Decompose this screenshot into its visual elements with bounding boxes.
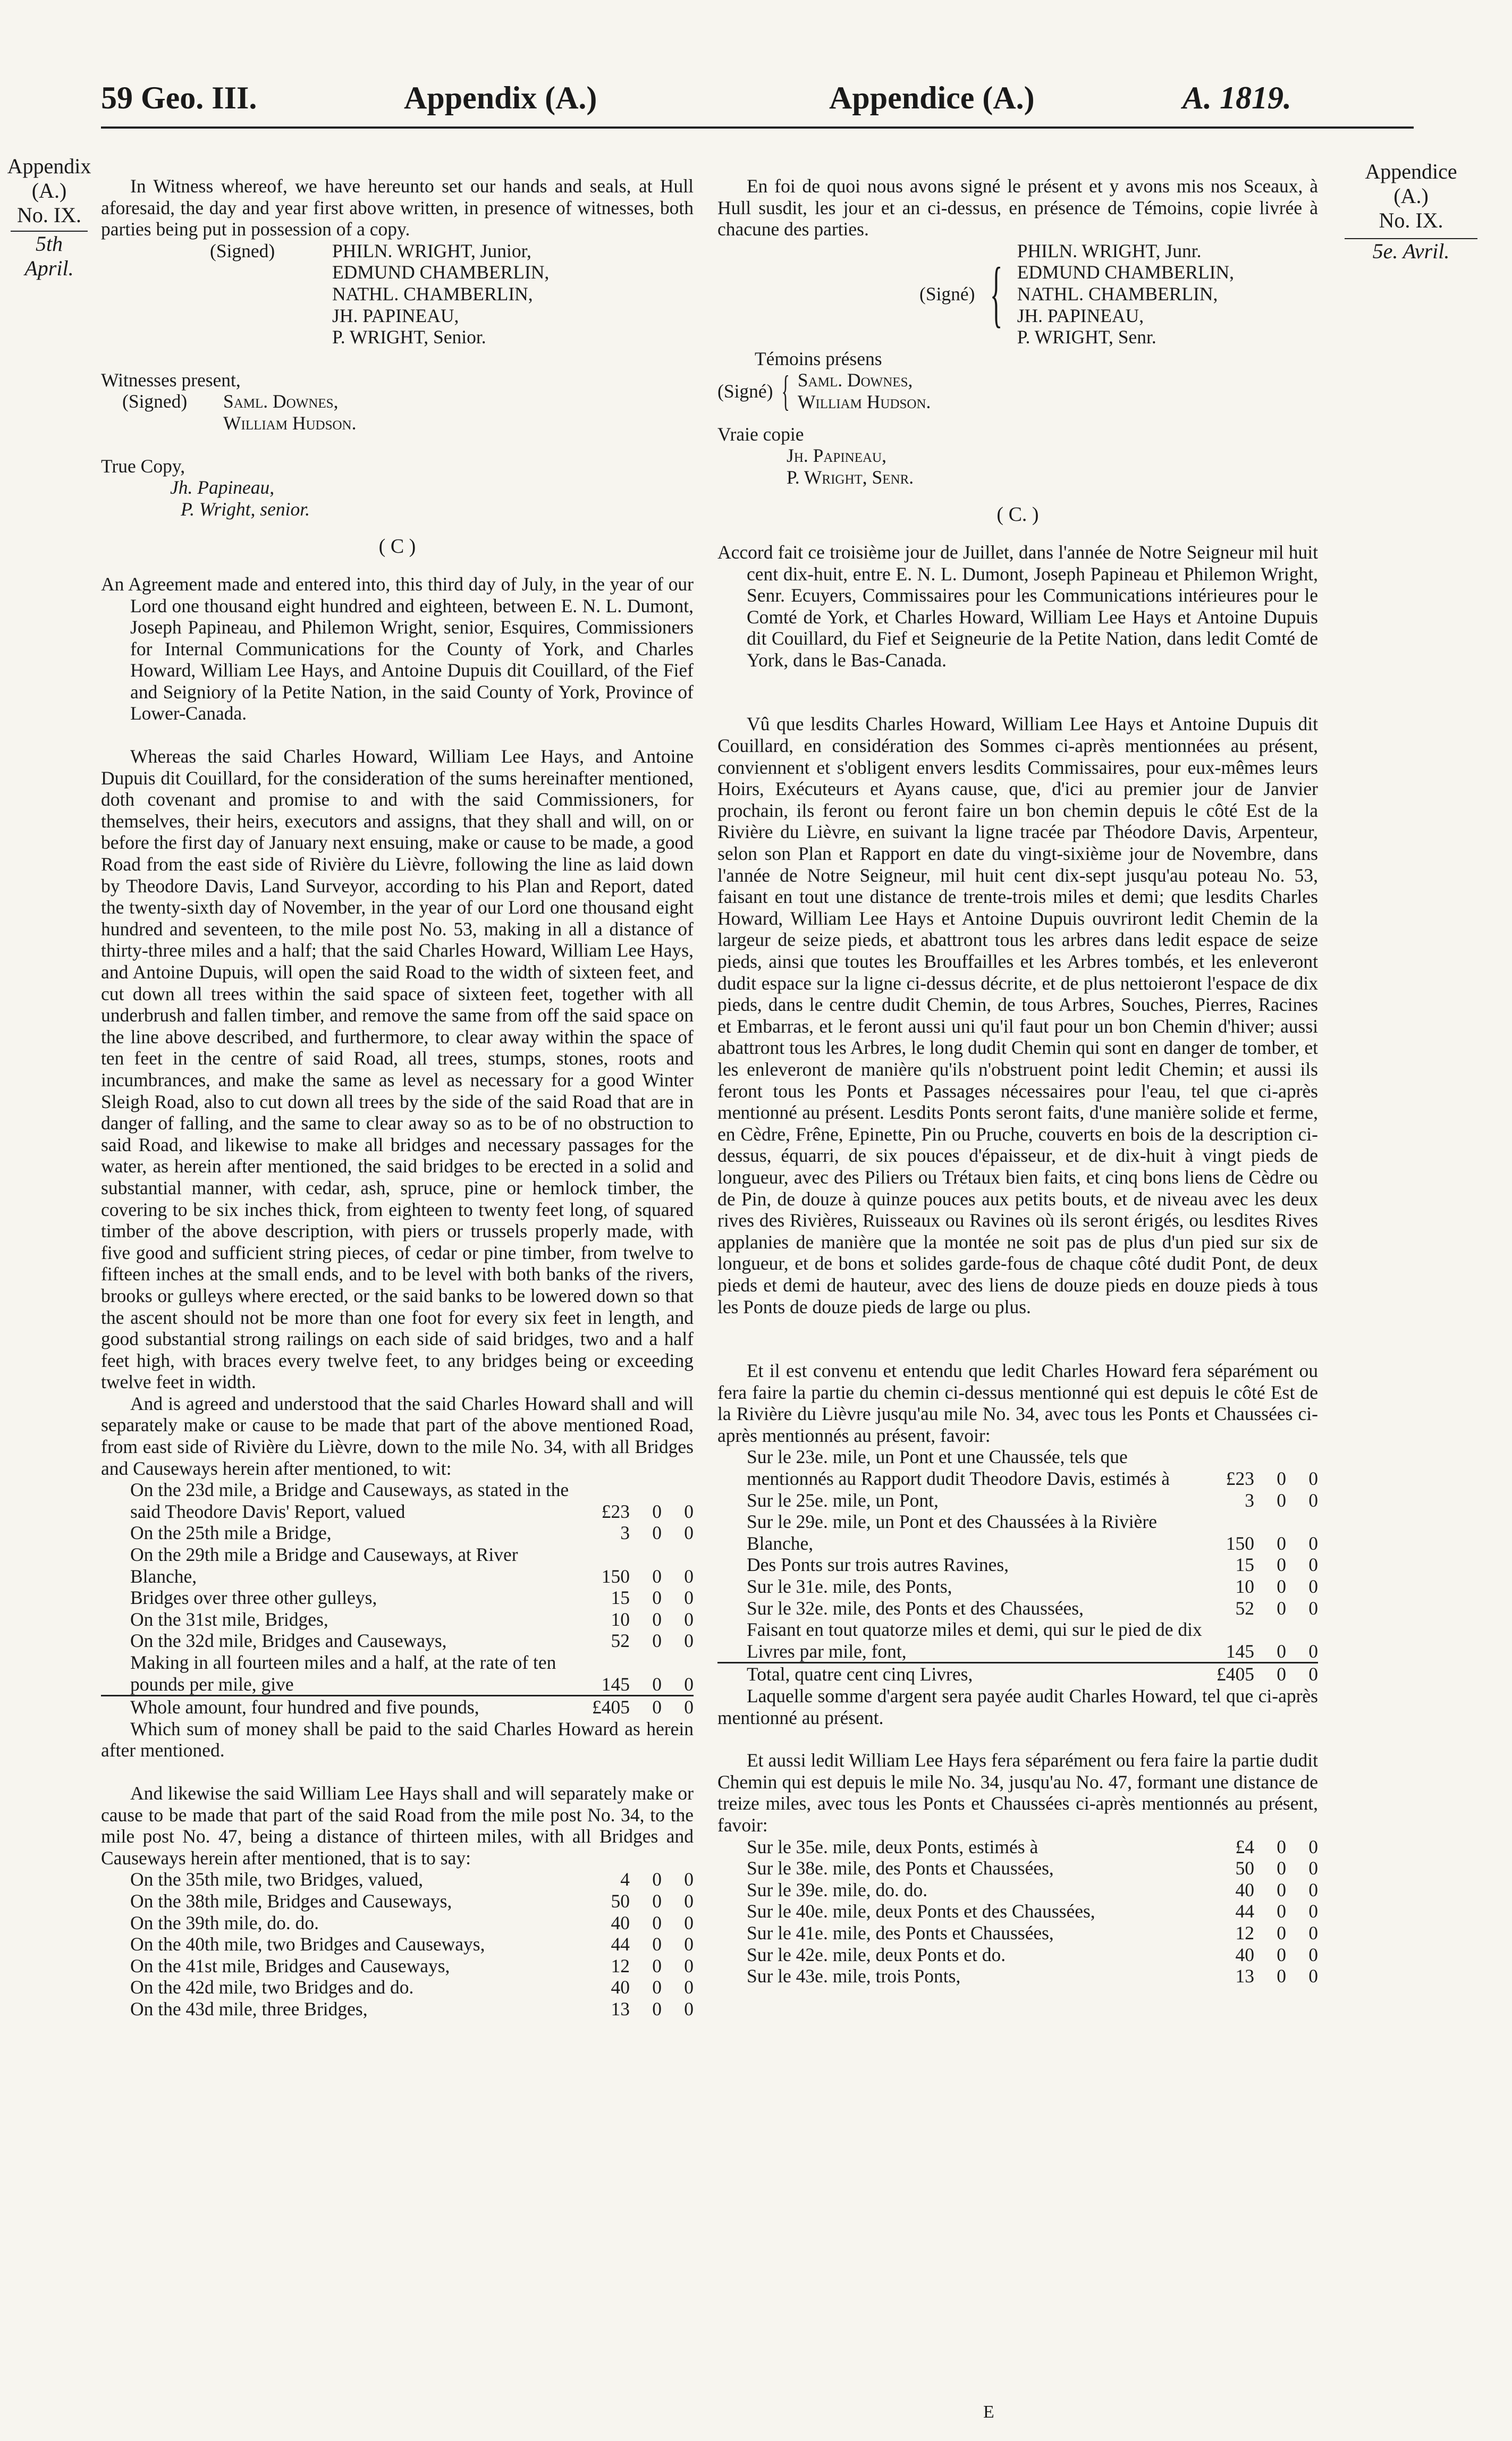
- cost-shillings: 0: [1277, 1944, 1286, 1965]
- cost-description: Faisant en tout quatorze miles et demi, qui sur le pied de dix Livres par mile, font,: [747, 1619, 1202, 1662]
- cost-description: Sur le 29e. mile, un Pont et des Chaussées à la Rivière Blanche,: [747, 1511, 1157, 1554]
- cost-shillings: 0: [1277, 1597, 1286, 1619]
- witness-list: [223, 391, 357, 434]
- cost-pounds: 3: [620, 1522, 630, 1544]
- cost-description: Sur le 31e. mile, des Ponts,: [747, 1576, 952, 1598]
- cost-shillings: 0: [1277, 1489, 1286, 1511]
- cost-shillings: 0: [652, 1977, 662, 1998]
- total-description: Total, quatre cent cinq Livres,: [717, 1663, 1206, 1685]
- table-row: [101, 1912, 694, 1934]
- cost-pence: 0: [684, 1630, 694, 1652]
- signed-label: (Signed): [210, 240, 275, 261]
- witness-list: [798, 369, 931, 412]
- total-description: Whole amount, four hundred and five pounds,: [101, 1696, 582, 1718]
- signatory: JH. PAPINEAU,: [332, 305, 459, 326]
- english-column: [101, 175, 694, 2020]
- witness-name: William Hudson.: [797, 391, 931, 412]
- table-total-row: [717, 1663, 1318, 1685]
- witness-name: Saml. Downes,: [223, 391, 339, 412]
- table-row: [101, 1652, 694, 1696]
- cost-description: Sur le 39e. mile, do. do.: [747, 1879, 928, 1901]
- costs-table-howard: [717, 1446, 1318, 1685]
- true-copy-label: True Copy,: [101, 455, 185, 477]
- cost-pounds: 13: [1235, 1965, 1254, 1987]
- table-row: [101, 1955, 694, 1977]
- cost-shillings: 0: [652, 1933, 662, 1955]
- cost-pence: 0: [1308, 1489, 1318, 1511]
- cost-description: On the 38th mile, Bridges and Causeways,: [130, 1890, 452, 1912]
- total-pounds: £405: [582, 1696, 630, 1718]
- costs-table-hays: [717, 1836, 1318, 1987]
- table-row: [101, 1869, 694, 1890]
- table-row: [101, 1998, 694, 2020]
- cost-pounds: £4: [1235, 1836, 1254, 1857]
- cost-shillings: 0: [1277, 1468, 1286, 1490]
- table-row: [717, 1446, 1318, 1489]
- cost-pounds: 50: [611, 1890, 630, 1912]
- copy-name: Jh. Papineau,: [170, 477, 275, 499]
- cost-pounds: 150: [1226, 1532, 1254, 1554]
- table-row: [717, 1965, 1318, 1987]
- cost-shillings: 0: [652, 1500, 662, 1522]
- cost-pence: 0: [1308, 1879, 1318, 1901]
- copy-name: Jh. Papineau,: [787, 445, 886, 467]
- cost-shillings: 0: [652, 1587, 662, 1609]
- agreement-paragraph: An Agreement made and entered into, this third day of July, in the year of our Lord one thousand eight hundred and eighteen, between E. N. L. Dumont, Joseph Papineau, and Philemon Wright, senior, Esquires, Commissioners for Internal Communications for the County of York, and Charles Howard, William Lee Hays, and Antoine Dupuis dit Couillard, of the Fief and Seigniory of la Petite Nation, in the said County of York, Province of Lower-Canada.: [101, 573, 694, 724]
- whereas-paragraph: Whereas the said Charles Howard, William Lee Hays, and Antoine Dupuis dit Couillard, for the consideration of the sums hereinafter mentioned, doth covenant and promise to and with the said Commissioners, for themselves, their heirs, executors and assigns, that they shall and will, on or before the first day of January next ensuing, make or cause to be made, a good Road from the east side of Rivière du Lièvre, following the line as laid down by Theodore Davis, Land Surveyor, according to his Plan and Report, dated the twenty-sixth day of November, in the year of our Lord one thousand eight hundred and seventeen, to the mile post No. 53, making in all a distance of thirty-three miles and a half; that the said Charles Howard, William Lee Hays, and Antoine Dupuis, will open the said Road to the width of sixteen feet, and cut down all trees within the said space of sixteen feet, together with all underbrush and fallen timber, and remove the same from off the said space on the line above described, and furthermore, to clear away within the space of ten feet in the centre of said Road, all trees, stumps, stones, roots and incumbrances, and make the same as level as necessary for a good Winter Sleigh Road, also to cut down all trees by the side of the said Road that are in danger of falling, and the same to clear away so as to be of no obstruction to said Road, and likewise to make all bridges and necessary passages for the water, as herein after mentioned, the said bridges to be erected in a solid and substantial manner, with cedar, ash, spruce, pine or hemlock timber, the covering to be six inches thick, from eighteen to twenty feet long, of squared timber of the above description, with piers or trussels properly made, with five good and sufficient string pieces, of cedar or pine timber, from twelve to fifteen inches at the small ends, and to be level with both banks of the rivers, brooks or gulleys where erected, or the said banks to be lowered down so that the ascent should not be more than one foot for every six feet in length, and good substantial strong railings on each side of said bridges, two and a half feet high, with braces every twelve feet, to any bridges being or exceeding twelve feet in width.: [101, 746, 694, 1393]
- likewise-paragraph: Et aussi ledit William Lee Hays fera séparément ou fera faire la partie dudit Chemin qui est depuis le mile No. 34, jusqu'au No. 47, formant une distance de treize miles, avec tous les Ponts et Chaussées ci-après mentionnés au présent, favoir:: [717, 1750, 1318, 1836]
- brace-glyph: {: [990, 252, 1002, 335]
- section-label: ( C. ): [996, 503, 1039, 526]
- cost-description: Sur le 41e. mile, des Ponts et Chaussées,: [747, 1922, 1054, 1944]
- cost-description: Sur le 35e. mile, deux Ponts, estimés à: [747, 1836, 1038, 1857]
- cost-pence: 0: [684, 1673, 694, 1695]
- signatory: NATHL. CHAMBERLIN,: [332, 283, 533, 305]
- table-row: [717, 1836, 1318, 1858]
- cost-description: On the 31st mile, Bridges,: [130, 1608, 328, 1630]
- cost-pence: 0: [684, 1522, 694, 1544]
- total-shillings: 0: [1254, 1663, 1286, 1685]
- witnesses-present: Témoins présens: [755, 348, 882, 369]
- cost-description: Making in all fourteen miles and a half, at the rate of ten pounds per mile, give: [130, 1652, 556, 1695]
- cost-pence: 0: [1308, 1640, 1318, 1662]
- witness-block: [101, 391, 694, 434]
- cost-description: On the 32d mile, Bridges and Causeways,: [130, 1630, 447, 1652]
- cost-description: On the 35th mile, two Bridges, valued,: [130, 1869, 424, 1890]
- header-appendix: Appendix (A.): [404, 80, 597, 115]
- cost-pence: 0: [684, 1912, 694, 1933]
- cost-shillings: 0: [652, 1912, 662, 1933]
- margin-right-line: (A.): [1393, 184, 1429, 208]
- cost-pence: 0: [1308, 1965, 1318, 1987]
- cost-pounds: 52: [1235, 1597, 1254, 1619]
- cost-description: On the 23d mile, a Bridge and Causeways, as stated in the said Theodore Davis' Report, valued: [130, 1479, 569, 1522]
- brace-glyph: {: [781, 367, 790, 415]
- table-row: [101, 1609, 694, 1631]
- table-row: [717, 1554, 1318, 1576]
- witness-paragraph: En foi de quoi nous avons signé le présent et y avons mis nos Sceaux, à Hull susdit, les jour et an ci-dessus, en présence de Témoins, copie livrée à chacune des parties.: [717, 175, 1318, 240]
- cost-shillings: 0: [652, 1673, 662, 1695]
- table-row: [717, 1857, 1318, 1879]
- cost-pence: 0: [684, 1890, 694, 1912]
- cost-shillings: 0: [1277, 1554, 1286, 1576]
- cost-description: On the 41st mile, Bridges and Causeways,: [130, 1955, 450, 1977]
- cost-pounds: 145: [601, 1673, 630, 1695]
- header-rule: [101, 126, 1414, 129]
- table-row: [101, 1587, 694, 1609]
- signed-label: (Signé): [919, 283, 975, 305]
- margin-right-line: 5e. Avril.: [1345, 238, 1477, 264]
- signatory: EDMUND CHAMBERLIN,: [332, 261, 550, 283]
- table-row: [717, 1576, 1318, 1598]
- signatory-list: [1017, 240, 1234, 348]
- costs-table-hays: [101, 1869, 694, 2020]
- cost-shillings: 0: [1277, 1576, 1286, 1598]
- cost-description: On the 43d mile, three Bridges,: [130, 1998, 368, 2020]
- margin-left-line: 5th April.: [11, 231, 88, 281]
- costs-table-howard: [101, 1479, 694, 1718]
- cost-pounds: 40: [1235, 1879, 1254, 1901]
- copy-name: P. Wright, senior.: [181, 498, 310, 520]
- cost-shillings: 0: [652, 1630, 662, 1652]
- cost-description: Sur le 40e. mile, deux Ponts et des Chaussées,: [747, 1901, 1095, 1922]
- witness-signed-label: (Signed): [122, 391, 188, 412]
- cost-description: On the 25th mile a Bridge,: [130, 1522, 332, 1544]
- header-reign: 59 Geo. III.: [101, 80, 257, 115]
- cost-pence: 0: [1308, 1576, 1318, 1598]
- total-pence: 0: [662, 1696, 694, 1718]
- table-row: [717, 1901, 1318, 1922]
- table-row: [717, 1598, 1318, 1619]
- table-row: [101, 1630, 694, 1652]
- agreed-paragraph: And is agreed and understood that the said Charles Howard shall and will separately make or cause to be made that part of the above mentioned Road, from east side of Rivière du Lièvre, down to the mile No. 34, with all Bridges and Causeways herein after mentioned, to wit:: [101, 1392, 694, 1479]
- table-row: [101, 1890, 694, 1912]
- table-row: [717, 1511, 1318, 1554]
- table-row: [717, 1922, 1318, 1944]
- cost-pence: 0: [1308, 1836, 1318, 1857]
- table-row: [717, 1490, 1318, 1511]
- header-appendice: Appendice (A.): [829, 80, 1035, 115]
- french-column: [717, 175, 1318, 1987]
- signatory: EDMUND CHAMBERLIN,: [1017, 261, 1234, 283]
- cost-shillings: 0: [652, 1998, 662, 2020]
- witness-signed-label: (Signé): [717, 380, 773, 402]
- cost-description: Sur le 25e. mile, un Pont,: [747, 1489, 939, 1511]
- cost-pounds: 50: [1235, 1857, 1254, 1879]
- total-pounds: £405: [1206, 1663, 1254, 1685]
- total-pence: 0: [1286, 1663, 1318, 1685]
- cost-shillings: 0: [652, 1890, 662, 1912]
- cost-pounds: 40: [611, 1912, 630, 1933]
- witnesses-present: Witnesses present,: [101, 369, 241, 391]
- cost-shillings: 0: [652, 1565, 662, 1587]
- cost-pounds: 3: [1245, 1489, 1254, 1511]
- signature-block: [101, 240, 694, 348]
- cost-description: On the 40th mile, two Bridges and Causeways,: [130, 1933, 485, 1955]
- signatory: NATHL. CHAMBERLIN,: [1017, 283, 1218, 305]
- cost-description: Sur le 43e. mile, trois Ponts,: [747, 1965, 961, 1987]
- cost-pence: 0: [684, 1500, 694, 1522]
- cost-pence: 0: [684, 1565, 694, 1587]
- likewise-paragraph: And likewise the said William Lee Hays shall and will separately make or cause to be made that part of the said Road from the mile post No. 34, to the mile post No. 47, being a distance of thirteen miles, with all Bridges and Causeways herein after mentioned, that is to say:: [101, 1782, 694, 1869]
- table-row: [101, 1977, 694, 1998]
- header-year: A. 1819.: [1182, 80, 1292, 115]
- table-row: [101, 1522, 694, 1544]
- table-row: [101, 1544, 694, 1587]
- cost-pence: 0: [1308, 1901, 1318, 1922]
- cost-shillings: 0: [652, 1608, 662, 1630]
- cost-pence: 0: [684, 1998, 694, 2020]
- cost-shillings: 0: [1277, 1836, 1286, 1857]
- cost-pence: 0: [684, 1587, 694, 1609]
- cost-pence: 0: [684, 1869, 694, 1890]
- cost-pence: 0: [1308, 1532, 1318, 1554]
- margin-right-line: Appendice: [1365, 159, 1457, 183]
- cost-shillings: 0: [1277, 1901, 1286, 1922]
- cost-shillings: 0: [1277, 1879, 1286, 1901]
- table-row: [717, 1879, 1318, 1901]
- cost-description: Sur le 42e. mile, deux Ponts et do.: [747, 1944, 1006, 1965]
- cost-pounds: 15: [1235, 1554, 1254, 1576]
- cost-pounds: 150: [601, 1565, 630, 1587]
- cost-pence: 0: [684, 1608, 694, 1630]
- signatory: P. WRIGHT, Senior.: [332, 326, 486, 348]
- margin-right-line: No. IX.: [1379, 208, 1443, 232]
- cost-pounds: £23: [1226, 1468, 1254, 1490]
- cost-pounds: 10: [611, 1608, 630, 1630]
- cost-shillings: 0: [1277, 1857, 1286, 1879]
- cost-shillings: 0: [1277, 1922, 1286, 1944]
- cost-pence: 0: [1308, 1468, 1318, 1490]
- cost-description: Bridges over three other gulleys,: [130, 1587, 377, 1609]
- cost-pounds: £23: [601, 1500, 630, 1522]
- cost-pounds: 145: [1226, 1640, 1254, 1662]
- cost-pounds: 12: [611, 1955, 630, 1977]
- cost-pounds: 15: [611, 1587, 630, 1609]
- cost-pence: 0: [1308, 1944, 1318, 1965]
- cost-description: On the 39th mile, do. do.: [130, 1912, 319, 1933]
- cost-shillings: 0: [1277, 1532, 1286, 1554]
- total-shillings: 0: [630, 1696, 662, 1718]
- margin-note-left: [0, 154, 98, 281]
- cost-pence: 0: [684, 1955, 694, 1977]
- cost-shillings: 0: [1277, 1640, 1286, 1662]
- witness-name: Saml. Downes,: [797, 369, 913, 391]
- cost-shillings: 0: [652, 1522, 662, 1544]
- cost-pounds: 40: [1235, 1944, 1254, 1965]
- cost-pence: 0: [684, 1977, 694, 1998]
- cost-shillings: 0: [652, 1869, 662, 1890]
- cost-pence: 0: [1308, 1857, 1318, 1879]
- cost-pounds: 10: [1235, 1576, 1254, 1598]
- copy-name: P. Wright, Senr.: [787, 466, 914, 488]
- cost-description: Sur le 23e. mile, un Pont et une Chaussée, tels que mentionnés au Rapport dudit Theodore Davis, estimés à: [747, 1446, 1170, 1490]
- true-copy-label: Vraie copie: [717, 423, 804, 445]
- cost-shillings: 0: [652, 1955, 662, 1977]
- cost-pence: 0: [1308, 1597, 1318, 1619]
- signatory: PHILN. WRIGHT, Junior,: [332, 240, 531, 261]
- signature-block: [717, 240, 1318, 348]
- margin-left-line: Appendix: [7, 154, 91, 178]
- cost-pounds: 13: [611, 1998, 630, 2020]
- cost-description: Des Ponts sur trois autres Ravines,: [747, 1554, 1009, 1576]
- cost-pence: 0: [684, 1933, 694, 1955]
- cost-pence: 0: [1308, 1922, 1318, 1944]
- cost-pounds: 40: [611, 1977, 630, 1998]
- agreement-paragraph: Accord fait ce troisième jour de Juillet, dans l'année de Notre Seigneur mil huit cent dix-huit, entre E. N. L. Dumont, Joseph Papineau et Philemon Wright, Senr. Ecuyers, Commissaires pour les Communications intérieures pour le Comté de York, et Charles Howard, William Lee Hays et Antoine Dupuis dit Couillard, du Fief et Seigneurie de la Petite Nation, dans ledit Comté de York, dans le Bas-Canada.: [717, 541, 1318, 671]
- witness-name: William Hudson.: [223, 412, 357, 434]
- table-row: [101, 1479, 694, 1522]
- witness-block: [717, 367, 1318, 415]
- table-total-row: [101, 1696, 694, 1718]
- signatory: JH. PAPINEAU,: [1017, 305, 1144, 326]
- cost-pence: 0: [1308, 1554, 1318, 1576]
- section-label: ( C ): [378, 535, 416, 558]
- payment-paragraph: Which sum of money shall be paid to the said Charles Howard as herein after mentioned.: [101, 1718, 694, 1761]
- cost-pounds: 44: [611, 1933, 630, 1955]
- table-row: [717, 1944, 1318, 1966]
- cost-description: Sur le 38e. mile, des Ponts et Chaussées,: [747, 1857, 1054, 1879]
- cost-description: On the 42d mile, two Bridges and do.: [130, 1977, 414, 1998]
- margin-left-line: No. IX.: [16, 203, 82, 227]
- signatory: PHILN. WRIGHT, Junr.: [1017, 240, 1202, 261]
- signatory-list: [332, 240, 549, 348]
- cost-pounds: 4: [620, 1869, 630, 1890]
- cost-pounds: 44: [1235, 1901, 1254, 1922]
- table-row: [717, 1619, 1318, 1663]
- signature-mark: E: [983, 2402, 994, 2422]
- cost-shillings: 0: [1277, 1965, 1286, 1987]
- cost-description: On the 29th mile a Bridge and Causeways, at River Blanche,: [130, 1544, 518, 1587]
- table-row: [101, 1933, 694, 1955]
- agreed-paragraph: Et il est convenu et entendu que ledit Charles Howard fera séparément ou fera faire la partie du chemin ci-dessus mentionné qui est depuis le côté Est de la Rivière du Lièvre jusqu'au mile No. 34, avec tous les Ponts et Chaussées ci-après mentionnés au présent, favoir:: [717, 1360, 1318, 1446]
- cost-pounds: 12: [1235, 1922, 1254, 1944]
- signatory: P. WRIGHT, Senr.: [1017, 326, 1156, 348]
- whereas-paragraph: Vû que lesdits Charles Howard, William Lee Hays et Antoine Dupuis dit Couillard, en considération des Sommes ci-après mentionnées au présent, conviennent et s'obligent envers lesdits Commissaires, pour eux-mêmes leurs Hoirs, Exécuteurs et Ayans cause, que, d'ici au premier jour de Janvier prochain, ils feront ou feront faire un bon chemin depuis le côté Est de la Rivière du Lièvre, en suivant la ligne tracée par Théodore Davis, Arpenteur, selon son Plan et Rapport en date du vingt-sixième jour de Novembre, dans l'année de Notre Seigneur, mil huit cent dix-sept jusqu'au poteau No. 53, faisant en tout une distance de trente-trois miles et demi; que lesdits Charles Howard, William Lee Hays et Antoine Dupuis ouvriront ledit Chemin de la largeur de seize pieds, et abattront tous les arbres dans ledit espace de seize pieds, ainsi que toutes les Brouffailles et les Arbres tombés, et les enleveront dudit espace sur la ligne ci-dessus décrite, et de plus nettoieront l'espace de dix pieds, dans le centre dudit Chemin, de tous Arbres, Souches, Pierres, Racines et Embarras, et le feront aussi uni qu'il faut pour un bon Chemin d'hiver; aussi abattront tous les Arbres, le long dudit Chemin qui sont en danger de tomber, et les enleveront de manière qu'ils n'obstruent point ledit Chemin; et aussi ils feront tous les Ponts et Passages nécessaires pour l'eau, tel que ci-après mentionné au présent. Lesdits Ponts seront faits, d'une manière solide et ferme, en Cèdre, Frêne, Epinette, Pin ou Pruche, couverts en bois de la description ci-dessus, équarri, de six pouces d'épaisseur, et de dix-huit à vingt pieds de longueur, avec des Piliers ou Trétaux bien faits, et cinq bons liens de Cèdre ou de Pin, de douze à quinze pouces aux petits bouts, et de niveau avec les deux rives des Rivières, Ruisseaux ou Ravines où ils seront érigés, ou lesdites Rives applanies de manière que la montée ne soit pas de plus d'un pied sur six de longueur, et de bons et solides garde-fous de chaque côté dudit Pont, de deux pieds et demi de hauteur, avec des liens de douze pieds en douze pieds à tous les Ponts de douze pieds de large ou plus.: [717, 713, 1318, 1317]
- witness-paragraph: In Witness whereof, we have hereunto set our hands and seals, at Hull aforesaid, the day and year first above written, in presence of witnesses, both parties being put in possession of a copy.: [101, 175, 694, 240]
- margin-note-right: [1323, 159, 1499, 264]
- payment-paragraph: Laquelle somme d'argent sera payée audit Charles Howard, tel que ci-après mentionné au présent.: [717, 1685, 1318, 1728]
- cost-description: Sur le 32e. mile, des Ponts et des Chaussées,: [747, 1597, 1084, 1619]
- cost-pounds: 52: [611, 1630, 630, 1652]
- margin-left-line: (A.): [31, 179, 67, 202]
